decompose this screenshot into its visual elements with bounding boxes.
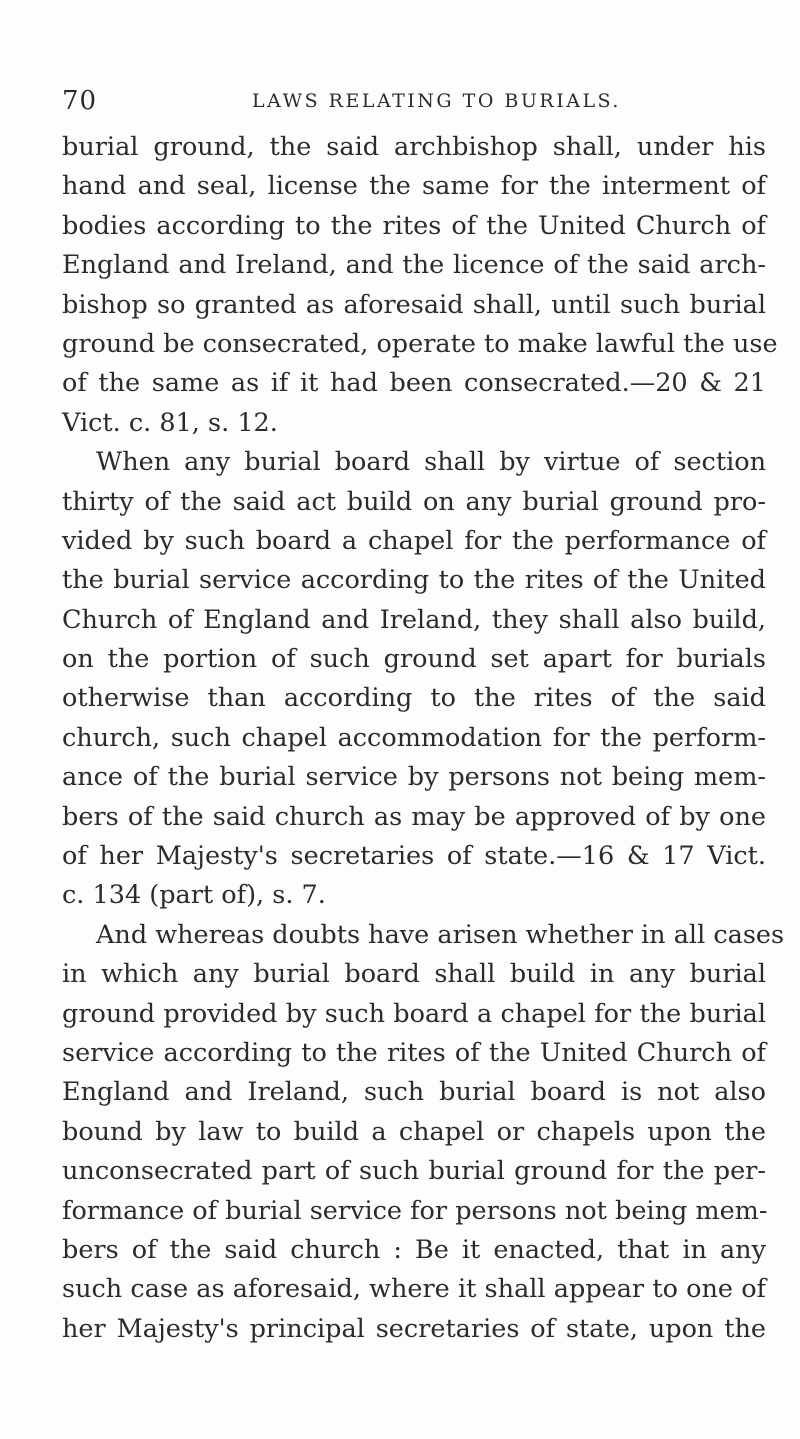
text-line: formance of burial service for persons not being mem- — [62, 1195, 768, 1226]
text-line: otherwise than according to the rites of the said — [62, 683, 766, 714]
text-line: burial ground, the said archbishop shall, under his — [62, 132, 766, 162]
text-line: unconsecrated part of such burial ground for the per- — [62, 1156, 766, 1187]
text-line: of the same as if it had been consecrated.—20 & 21 — [62, 368, 766, 399]
text-line: Vict. c. 81, s. 12. — [62, 407, 278, 438]
text-line: And whereas doubts have arisen whether in all cases — [96, 919, 785, 950]
text-line: such case as aforesaid, where it shall appear to one of — [62, 1274, 766, 1305]
text-line: bishop so granted as aforesaid shall, until such burial — [62, 289, 766, 320]
paragraph-3 — [62, 916, 785, 1349]
page-number: 70 — [62, 86, 98, 116]
body-text — [62, 128, 785, 1349]
text-line: bodies according to the rites of the United Church of — [62, 210, 766, 241]
text-line: bers of the said church : Be it enacted, that in any — [62, 1234, 766, 1265]
text-line: her Majesty's principal secretaries of state, upon the — [62, 1313, 766, 1344]
text-line: church, such chapel accommodation for the perform- — [62, 722, 766, 753]
text-line: ground be consecrated, operate to make lawful the use — [62, 328, 778, 359]
text-line: England and Ireland, and the licence of the said arch- — [62, 250, 766, 281]
text-line: England and Ireland, such burial board is not also — [62, 1077, 766, 1108]
text-line: Church of England and Ireland, they shall also build, — [62, 604, 766, 635]
text-line: bound by law to build a chapel or chapels upon the — [62, 1116, 766, 1147]
text-line: ground provided by such board a chapel for the burial — [62, 998, 766, 1029]
running-head: LAWS RELATING TO BURIALS. — [252, 90, 621, 112]
text-line: When any burial board shall by virtue of section — [96, 447, 766, 478]
paragraph-1 — [62, 128, 778, 443]
text-line: the burial service according to the rites of the United — [62, 565, 766, 596]
paragraph-2 — [62, 443, 766, 916]
page-header — [62, 86, 762, 116]
text-line: vided by such board a chapel for the performance of — [62, 525, 766, 556]
text-line: in which any burial board shall build in any burial — [62, 959, 766, 990]
text-line: service according to the rites of the United Church of — [62, 1037, 766, 1068]
text-line: hand and seal, license the same for the interment of — [62, 171, 766, 202]
text-line: c. 134 (part of), s. 7. — [62, 880, 326, 911]
text-line: on the portion of such ground set apart for burials — [62, 644, 766, 675]
text-line: thirty of the said act build on any burial ground pro- — [62, 486, 766, 517]
text-line: bers of the said church as may be approved of by one — [62, 801, 766, 832]
text-line: ance of the burial service by persons not being mem- — [62, 762, 766, 793]
text-line: of her Majesty's secretaries of state.—16 & 17 Vict. — [62, 841, 766, 872]
